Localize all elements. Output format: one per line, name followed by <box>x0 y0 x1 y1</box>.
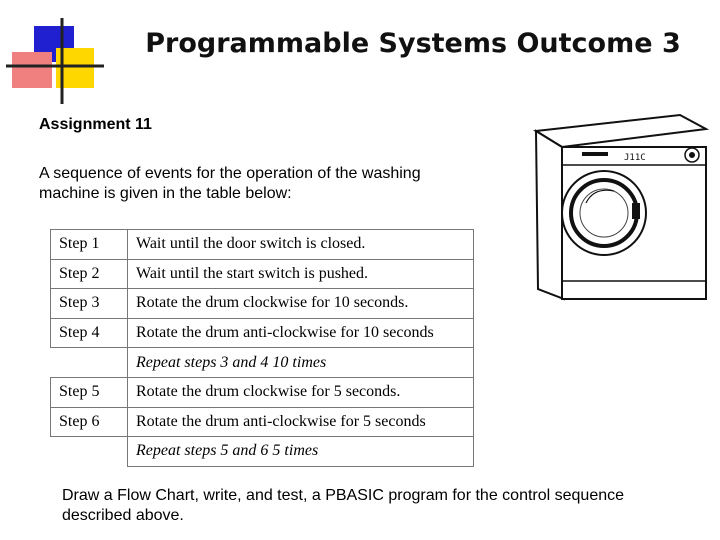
step-action: Rotate the drum clockwise for 10 seconds. <box>128 289 474 319</box>
panel-slot <box>582 152 608 156</box>
machine-display: J11C <box>624 153 646 163</box>
step-label: Step 2 <box>51 259 128 289</box>
empty-step-cell <box>51 437 128 467</box>
table-row <box>51 407 474 437</box>
empty-step-cell <box>51 348 128 378</box>
step-label: Step 5 <box>51 377 128 407</box>
decorative-logo <box>0 0 110 110</box>
intro-text: A sequence of events for the operation of the washing machine is given in the table below: <box>39 165 421 202</box>
step-action: Rotate the drum clockwise for 5 seconds. <box>128 377 474 407</box>
repeat-instruction: Repeat steps 3 and 4 10 times <box>128 348 474 378</box>
step-label: Step 4 <box>51 318 128 348</box>
machine-top <box>536 115 706 147</box>
step-label: Step 3 <box>51 289 128 319</box>
washing-machine-illustration <box>520 103 710 303</box>
step-action: Wait until the door switch is closed. <box>128 230 474 260</box>
step-action: Wait until the start switch is pushed. <box>128 259 474 289</box>
machine-front <box>536 131 564 299</box>
assignment-heading: Assignment 11 <box>39 116 152 133</box>
table-row <box>51 259 474 289</box>
sequence-table <box>50 229 474 467</box>
door-handle <box>632 203 640 219</box>
step-label: Step 1 <box>51 230 128 260</box>
table-row <box>51 377 474 407</box>
logo-red-square <box>12 52 52 88</box>
repeat-instruction: Repeat steps 5 and 6 5 times <box>128 437 474 467</box>
table-row-repeat <box>51 437 474 467</box>
dial-center <box>689 152 695 158</box>
table-row <box>51 289 474 319</box>
table-row <box>51 318 474 348</box>
table-row-repeat <box>51 348 474 378</box>
step-action: Rotate the drum anti-clockwise for 5 seconds <box>128 407 474 437</box>
step-label: Step 6 <box>51 407 128 437</box>
door-glass <box>580 189 628 237</box>
table-row <box>51 230 474 260</box>
slide-title: Programmable Systems Outcome 3 <box>145 28 681 59</box>
closing-instruction: Draw a Flow Chart, write, and test, a PBASIC program for the control sequence described above. <box>62 487 625 524</box>
step-action: Rotate the drum anti-clockwise for 10 seconds <box>128 318 474 348</box>
